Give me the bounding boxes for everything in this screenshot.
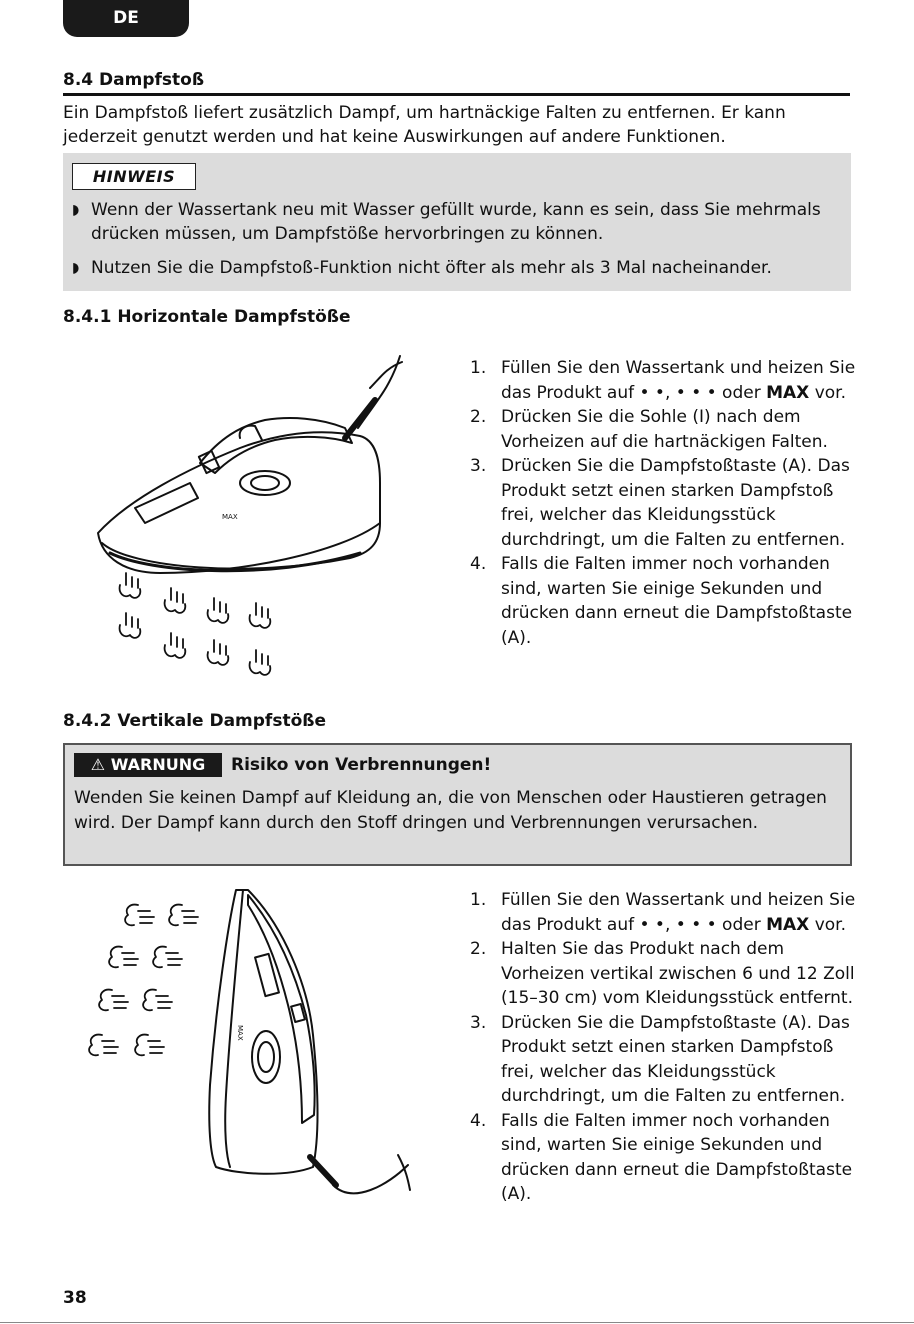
bullet-icon: ◗ <box>72 260 80 276</box>
step-text: Füllen Sie den Wassertank und heizen Sie das Produkt auf • •, • • • oder <box>501 890 856 935</box>
step-item <box>470 937 860 1011</box>
note-item <box>72 198 842 246</box>
vertical-steps-list <box>470 888 860 1207</box>
step-item <box>470 454 860 552</box>
iron-max-label: MAX <box>222 513 238 521</box>
step-item <box>470 888 860 937</box>
iron-max-label: MAX <box>236 1025 244 1041</box>
step-number: 3. <box>470 1012 487 1033</box>
step-text: Halten Sie das Produkt nach dem Vorheizen vertikal zwischen 6 und 12 Zoll (15–30 cm) vom Kleidungsstück entfernt. <box>501 939 855 1008</box>
subsection-title-horizontal: 8.4.1 Horizontale Dampfstöße <box>63 307 351 327</box>
warning-box <box>63 743 852 866</box>
footer-divider <box>0 1322 914 1323</box>
step-text: Drücken Sie die Dampfstoßtaste (A). Das Produkt setzt einen starken Dampfstoß frei, welcher das Kleidungsstück durchdringt, um die Falten zu entfernen. <box>501 1012 850 1106</box>
step-text: Drücken Sie die Sohle (I) nach dem Vorheizen auf die hartnäckigen Falten. <box>501 407 828 452</box>
warning-label <box>74 753 222 777</box>
subsection-title-vertical: 8.4.2 Vertikale Dampfstöße <box>63 711 327 731</box>
page-number: 38 <box>63 1288 87 1308</box>
step-number: 1. <box>470 358 487 378</box>
section-intro: Ein Dampfstoß liefert zusätzlich Dampf, um hartnäckige Falten zu entfernen. Er kann jederzeit genutzt werden und hat keine Auswirkungen auf andere Funktionen. <box>63 103 786 147</box>
note-box <box>63 153 851 291</box>
note-item-text: Wenn der Wassertank neu mit Wasser gefüllt wurde, kann es sein, dass Sie mehrmals drücken müssen, um Dampfstöße hervorbringen zu können. <box>91 200 821 244</box>
step-item <box>470 552 860 650</box>
step-number: 3. <box>470 456 487 476</box>
step-item <box>470 1011 860 1109</box>
warning-title: Risiko von Verbrennungen! <box>231 755 492 775</box>
bullet-icon: ◗ <box>72 202 80 218</box>
step-number: 2. <box>470 939 487 959</box>
step-text: vor. <box>809 914 846 935</box>
note-item <box>72 256 842 280</box>
step-number: 1. <box>470 890 487 910</box>
step-number: 4. <box>470 1110 487 1131</box>
warning-triangle-icon: ⚠ <box>90 755 106 774</box>
step-text: vor. <box>809 382 846 403</box>
warning-label-text: WARNUNG <box>110 755 206 774</box>
horizontal-steps-list <box>470 356 860 650</box>
step-text: Drücken Sie die Dampfstoßtaste (A). Das Produkt setzt einen starken Dampfstoß frei, welcher das Kleidungsstück durchdringt, um die Falten zu entfernen. <box>501 456 850 550</box>
language-tab: DE <box>63 0 189 37</box>
vertical-iron-illustration <box>88 885 418 1195</box>
warning-text: Wenden Sie keinen Dampf auf Kleidung an, die von Menschen oder Haustieren getragen wird. Der Dampf kann durch den Stoff dringen und Verbrennungen verursachen. <box>74 788 827 833</box>
step-number: 4. <box>470 554 487 574</box>
step-item <box>470 1109 860 1207</box>
note-item-text: Nutzen Sie die Dampfstoß-Funktion nicht öfter als mehr als 3 Mal nacheinander. <box>91 258 772 278</box>
step-item <box>470 356 860 405</box>
horizontal-iron-illustration <box>90 348 420 688</box>
step-text-bold: MAX <box>766 914 810 935</box>
step-text-bold: MAX <box>766 382 810 403</box>
note-label: HINWEIS <box>72 163 196 190</box>
step-text: Falls die Falten immer noch vorhanden sind, warten Sie einige Sekunden und drücken dann erneut die Dampfstoßtaste (A). <box>501 554 853 648</box>
step-number: 2. <box>470 407 487 427</box>
step-item <box>470 405 860 454</box>
step-text: Füllen Sie den Wassertank und heizen Sie das Produkt auf • •, • • • oder <box>501 358 856 403</box>
step-text: Falls die Falten immer noch vorhanden sind, warten Sie einige Sekunden und drücken dann erneut die Dampfstoßtaste (A). <box>501 1110 853 1204</box>
section-title: 8.4 Dampfstoß <box>63 70 850 96</box>
